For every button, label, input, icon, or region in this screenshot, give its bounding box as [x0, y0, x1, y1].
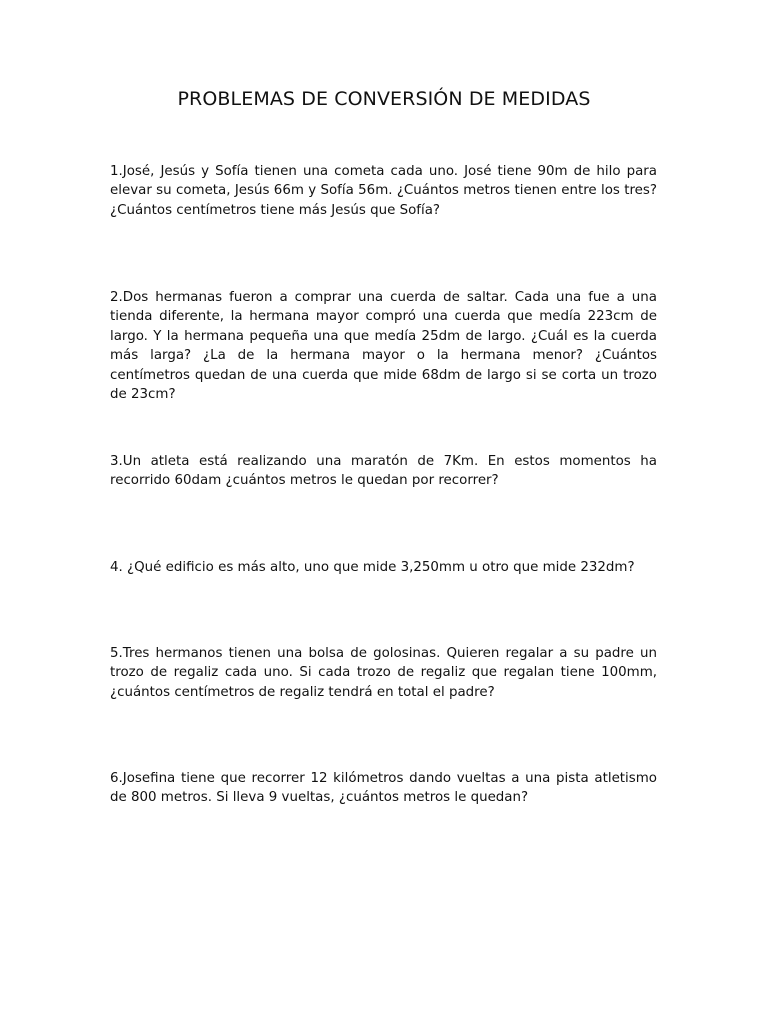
- problem-2: 2.Dos hermanas fueron a comprar una cuerda de saltar. Cada una fue a una tienda diferente, la hermana mayor compró una cuerda que medía 223cm de largo. Y la hermana pequeña una que medía 25dm de largo. ¿Cuál es la cuerda más larga? ¿La de la hermana mayor o la hermana menor? ¿Cuántos centímetros quedan de una cuerda que mide 68dm de largo si se corta un trozo de 23cm?: [110, 290, 657, 403]
- problem-3: 3.Un atleta está realizando una maratón de 7Km. En estos momentos ha recorrido 60dam ¿cuántos metros le quedan por recorrer?: [110, 454, 657, 489]
- problem-4: 4. ¿Qué edificio es más alto, uno que mide 3,250mm u otro que mide 232dm?: [110, 560, 635, 575]
- problem-5: 5.Tres hermanos tienen una bolsa de golosinas. Quieren regalar a su padre un trozo de regaliz cada uno. Si cada trozo de regaliz que regalan tiene 100mm, ¿cuántos centímetros de regaliz tendrá en total el padre?: [110, 646, 657, 700]
- problem-1: 1.José, Jesús y Sofía tienen una cometa cada uno. José tiene 90m de hilo para elevar su cometa, Jesús 66m y Sofía 56m. ¿Cuántos metros tienen entre los tres? ¿Cuántos centímetros tiene más Jesús que Sofía?: [110, 164, 657, 218]
- problem-6: 6.Josefina tiene que recorrer 12 kilómetros dando vueltas a una pista atletismo de 800 metros. Si lleva 9 vueltas, ¿cuántos metros le quedan?: [110, 771, 657, 806]
- document-title: PROBLEMAS DE CONVERSIÓN DE MEDIDAS: [177, 88, 591, 110]
